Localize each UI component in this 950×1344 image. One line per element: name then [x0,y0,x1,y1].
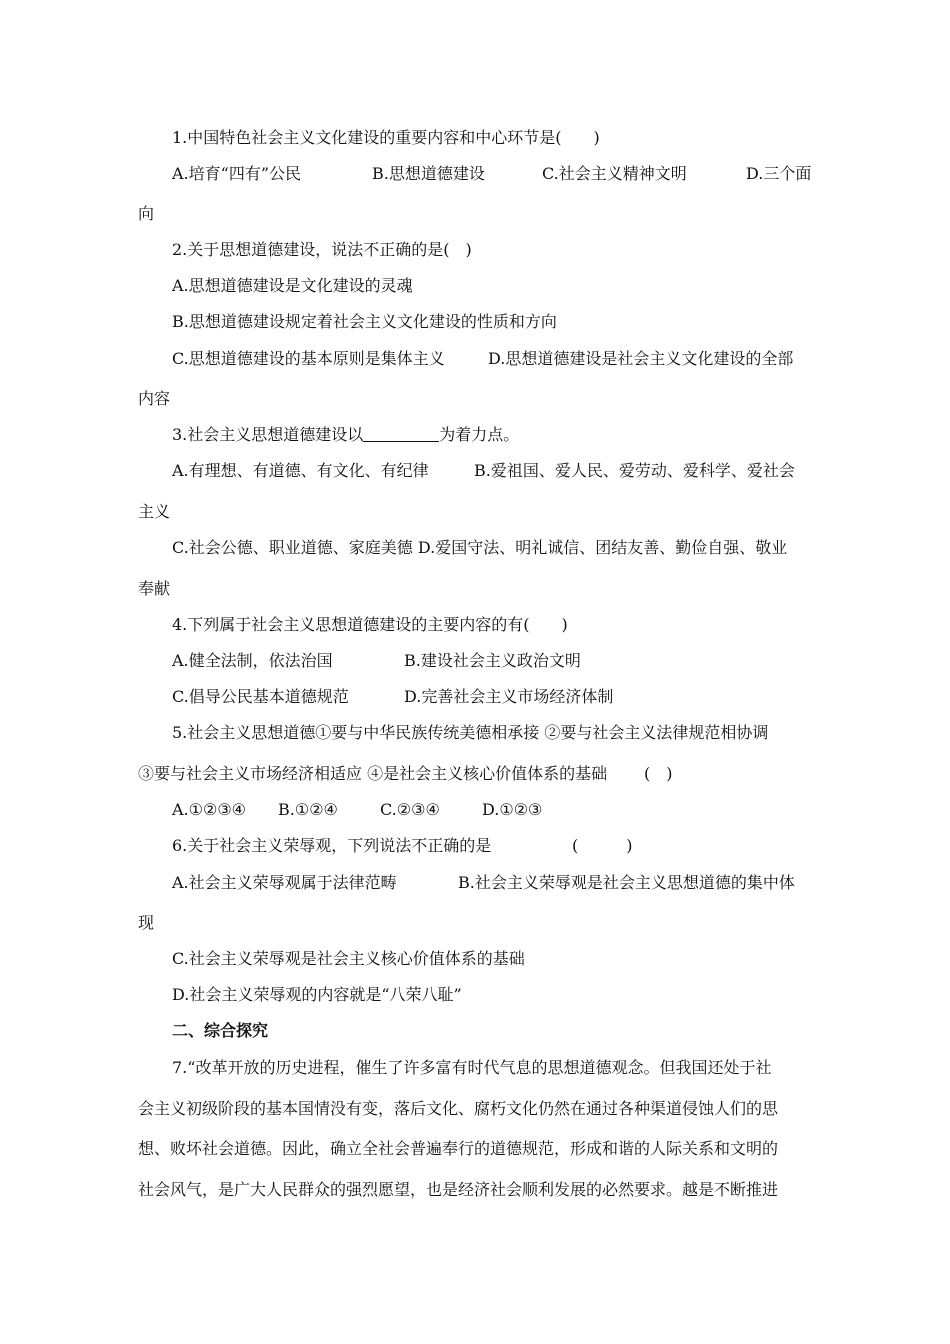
q3-stem [138,423,848,447]
q6-answer-paren: ( ) [572,836,633,855]
q5-option-c: C.②③④ [380,800,440,819]
q6-option-d: D.社会主义荣辱观的内容就是“八荣八耻” [172,985,462,1004]
q4-options-cd [138,685,848,709]
q2-stem: 2.关于思想道德建设，说法不正确的是( ) [172,240,472,259]
q1-option-a: A.培育“四有”公民 [172,164,302,183]
q1-stem: 1.中国特色社会主义文化建设的重要内容和中心环节是( ) [172,128,600,147]
q2-options-cd [138,347,848,371]
q1-options [138,162,848,186]
q5-stem-line2 [138,762,814,786]
q4-option-a: A.健全法制，依法治国 [172,651,333,670]
q3-option-b-continued: 主义 [138,502,171,521]
q4-option-b: B.建设社会主义政治文明 [404,651,581,670]
q5-options [138,798,848,822]
q7-paragraph-line: 社会风气，是广大人民群众的强烈愿望，也是经济社会顺利发展的必然要求。越是不断推进 [138,1180,779,1199]
q5-option-a: A.①②③④ [172,800,247,819]
q3-stem-pre: 3.社会主义思想道德建设以 [172,425,364,444]
q5-option-d: D.①②③ [482,800,543,819]
q6-option-a: A.社会主义荣辱观属于法律范畴 [172,873,397,892]
q6-stem-line [138,834,848,858]
q2-option-d-continued: 内容 [138,389,171,408]
q6-option-b: B.社会主义荣辱观是社会主义思想道德的集中体 [458,873,795,892]
q3-options-cd-continued: 奉献 [138,579,171,598]
q1-option-c: C.社会主义精神文明 [542,164,687,183]
q2-option-b: B.思想道德建设规定着社会主义文化建设的性质和方向 [172,312,557,331]
q7-paragraph-line: 7.“改革开放的历史进程，催生了许多富有时代气息的思想道德观念。但我国还处于社 [172,1058,772,1077]
q6-options-ab [138,871,848,895]
q1-option-b: B.思想道德建设 [372,164,485,183]
q4-options-ab [138,649,848,673]
q1-option-d-continued: 向 [138,204,155,223]
q2-option-c: C.思想道德建设的基本原则是集体主义 [172,349,445,368]
q6-stem: 6.关于社会主义荣辱观，下列说法不正确的是 [172,836,492,855]
q5-stem-line1: 5.社会主义思想道德①要与中华民族传统美德相承接 ②要与社会主义法律规范相协调 [172,723,769,742]
q4-option-d: D.完善社会主义市场经济体制 [404,687,614,706]
q5-answer-paren: ( ) [644,764,673,783]
q2-option-d: D.思想道德建设是社会主义文化建设的全部 [488,349,794,368]
q3-option-a: A.有理想、有道德、有文化、有纪律 [172,461,429,480]
q2-option-a: A.思想道德建设是文化建设的灵魂 [172,276,413,295]
q4-stem: 4.下列属于社会主义思想道德建设的主要内容的有( ) [172,615,568,634]
q3-stem-post: 为着力点。 [439,425,520,444]
section-heading: 二、综合探究 [172,1021,269,1040]
q3-answer-blank [363,423,439,442]
q4-option-c: C.倡导公民基本道德规范 [172,687,349,706]
q3-options-ab [138,459,848,483]
q1-option-d: D.三个面 [746,164,812,183]
q3-option-b: B.爱祖国、爱人民、爱劳动、爱科学、爱社会 [474,461,795,480]
q5-option-b: B.①②④ [278,800,338,819]
q7-paragraph-line: 会主义初级阶段的基本国情没有变，落后文化、腐朽文化仍然在通过各种渠道侵蚀人们的思 [138,1099,779,1118]
q6-option-c: C.社会主义荣辱观是社会主义核心价值体系的基础 [172,949,525,968]
q5-stem-line2-text: ③要与社会主义市场经济相适应 ④是社会主义核心价值体系的基础 [138,764,608,783]
q7-paragraph-line: 想、败坏社会道德。因此，确立全社会普遍奉行的道德规范，形成和谐的人际关系和文明的 [138,1139,779,1158]
q6-option-b-continued: 现 [138,913,155,932]
q3-options-cd: C.社会公德、职业道德、家庭美德 D.爱国守法、明礼诚信、团结友善、勤俭自强、敬业 [172,538,788,557]
